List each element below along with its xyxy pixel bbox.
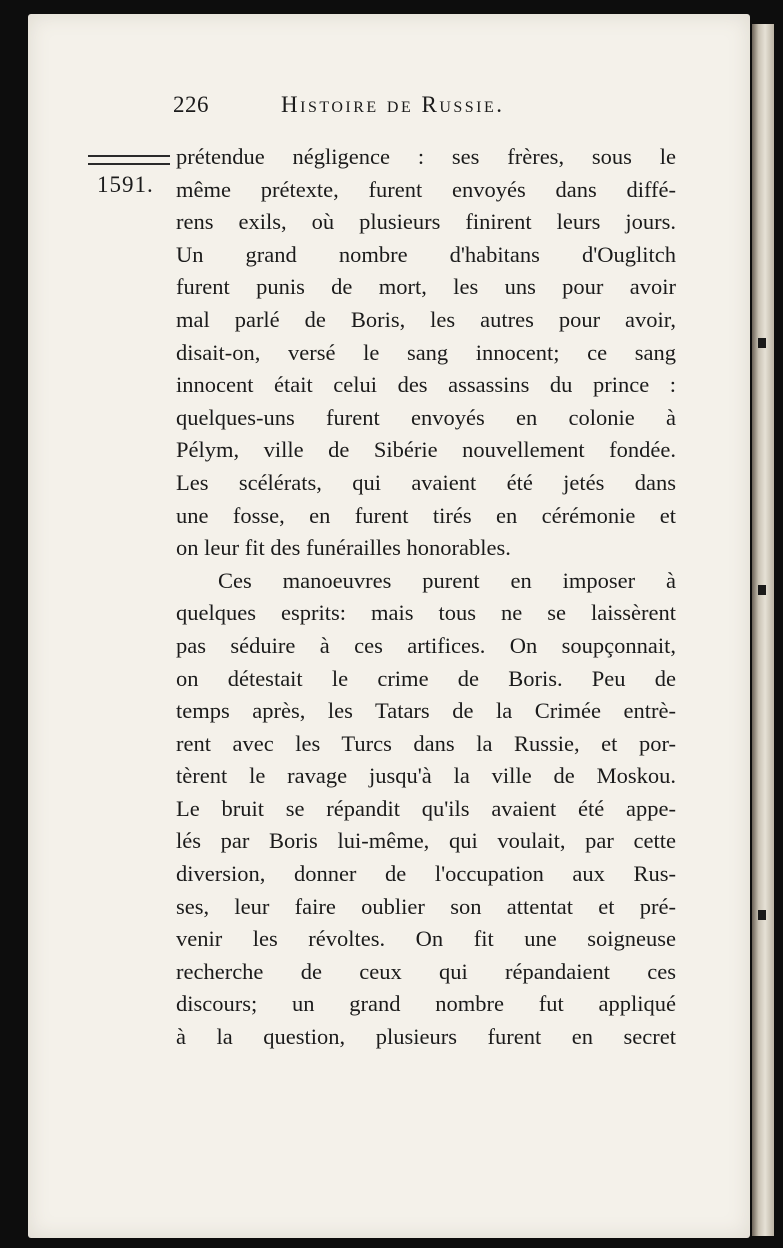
body-text <box>176 141 676 1054</box>
text-line: même prétexte, furent envoyés dans diffé- <box>176 176 676 202</box>
text-line: pas séduire à ces artifices. On soupçonnait, <box>176 632 676 658</box>
text-line: une fosse, en furent tirés en cérémonie et <box>176 502 676 528</box>
text-line: rent avec les Turcs dans la Russie, et por- <box>176 730 676 756</box>
text-line: prétendue négligence : ses frères, sous le <box>176 144 676 169</box>
edge-mark <box>758 585 766 595</box>
text-line: temps après, les Tatars de la Crimée entrè- <box>176 698 676 724</box>
running-title: Histoire de Russie. <box>281 92 505 117</box>
text-line: rens exils, où plusieurs finirent leurs jours. <box>176 209 676 235</box>
text-line: venir les révoltes. On fit une soigneuse <box>176 926 676 952</box>
text-line: on détestait le crime de Boris. Peu de <box>176 665 676 691</box>
margin-rule <box>88 155 170 165</box>
text-line: innocent était celui des assassins du prince : <box>176 372 676 398</box>
text-line: Les scélérats, qui avaient été jetés dans <box>176 469 676 495</box>
text-line: mal parlé de Boris, les autres pour avoir, <box>176 306 676 332</box>
text-line: tèrent le ravage jusqu'à la ville de Moskou. <box>176 763 676 789</box>
text-line: ses, leur faire oublier son attentat et pré- <box>176 893 676 919</box>
page-edge <box>752 24 774 1236</box>
text-line: on leur fit des funérailles honorables. <box>176 535 511 561</box>
text-line: discours; un grand nombre fut appliqué <box>176 991 676 1017</box>
text-line: Le bruit se répandit qu'ils avaient été appe- <box>176 795 676 821</box>
edge-mark <box>758 338 766 348</box>
text-line: diversion, donner de l'occupation aux Rus- <box>176 861 676 887</box>
text-line: quelques esprits: mais tous ne se laissèrent <box>176 600 676 626</box>
text-line: furent punis de mort, les uns pour avoir <box>176 274 676 300</box>
text-line: recherche de ceux qui répandaient ces <box>176 958 676 984</box>
text-line: lés par Boris lui-même, qui voulait, par cette <box>176 828 676 854</box>
text-line: quelques-uns furent envoyés en colonie à <box>176 404 676 430</box>
text-line: Pélym, ville de Sibérie nouvellement fondée. <box>176 437 676 463</box>
edge-mark <box>758 910 766 920</box>
text-line: disait-on, versé le sang innocent; ce sang <box>176 339 676 365</box>
text-line: Un grand nombre d'habitans d'Ouglitch <box>176 241 676 267</box>
paragraph-first-line: Ces manoeuvres purent en imposer à <box>218 567 676 593</box>
page-number: 226 <box>173 92 209 117</box>
text-line: à la question, plusieurs furent en secret <box>176 1024 676 1050</box>
margin-year: 1591. <box>97 172 154 197</box>
